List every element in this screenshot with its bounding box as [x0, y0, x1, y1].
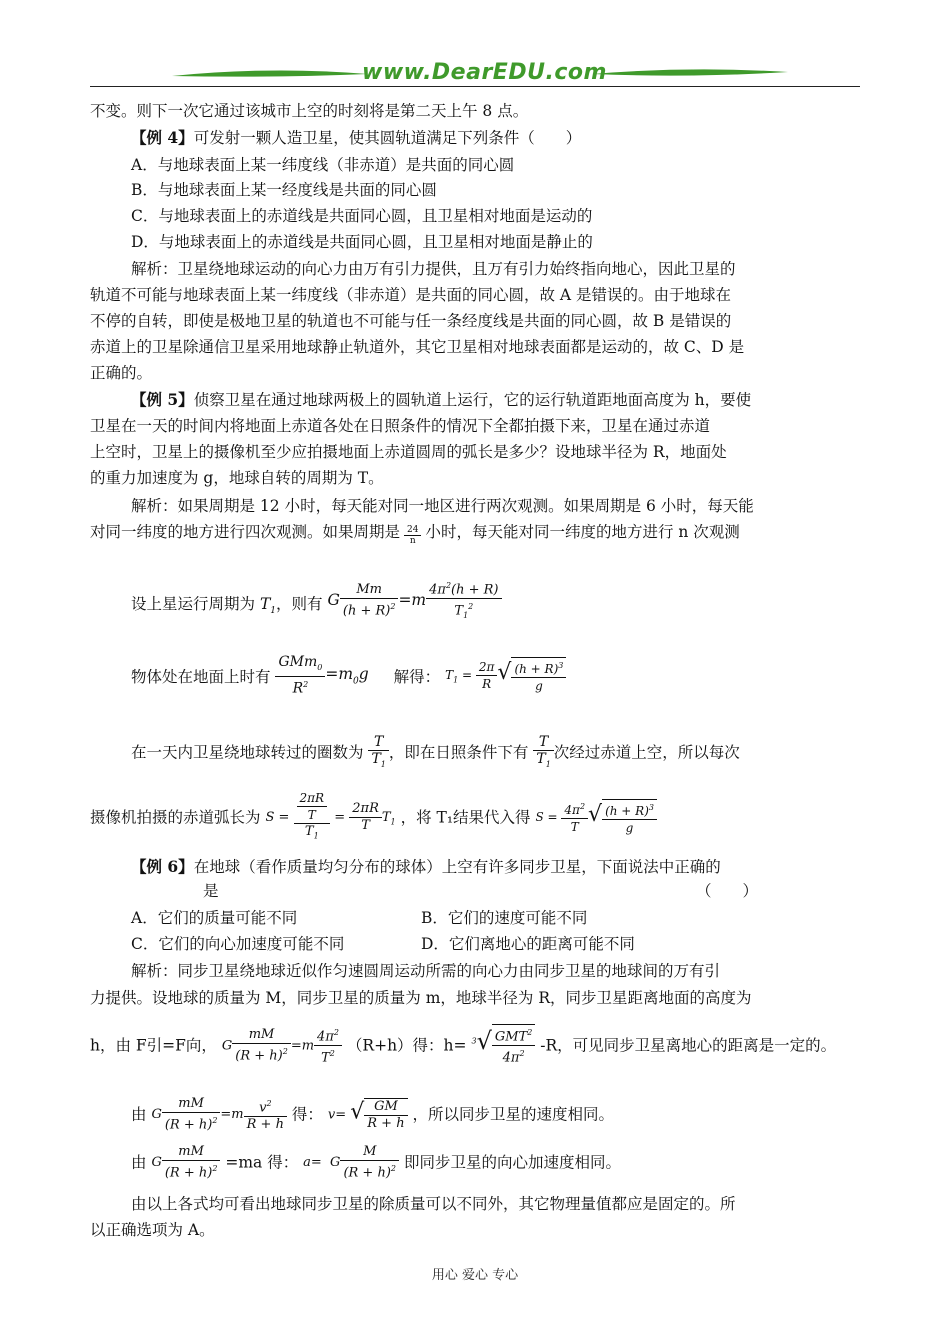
analysis-line: 解析：卫星绕地球运动的向心力由万有引力提供，且万有引力始终指向地心，因此卫星的	[131, 260, 736, 278]
fraction-t-over-t1: $\frac{T}{T_1}$	[533, 734, 553, 773]
analysis-line: 以正确选项为 A。	[90, 1221, 215, 1239]
example-4-question	[131, 127, 862, 149]
site-brand[interactable]: www.DearEDU.com	[362, 60, 607, 85]
formula-arc-length: S = $\frac{\frac{2\pi R}{T}}{T_1}$ = $\frac{2\pi R}{T}$ $T_1$	[265, 791, 396, 841]
analysis-text: h，由 F引=F向，	[90, 1036, 217, 1055]
analysis-text: ，将 T₁结果代入得	[400, 808, 531, 827]
question-text: 侦察卫星在通过地球两极上的圆轨道上运行，它的运行轨道距地面高度为 h，要使	[193, 391, 752, 409]
formula-line	[131, 581, 862, 636]
formula-line	[131, 734, 862, 774]
formula-velocity-result: v= √ $\frac{GM}{R + h}$	[328, 1098, 408, 1132]
page-footer: 用心 爱心 专心	[431, 1268, 519, 1283]
analysis-text: ，即在日照条件下有	[388, 743, 529, 762]
analysis-text: 摄像机拍摄的赤道弧长为	[90, 808, 261, 827]
symbol-t1: $T_1$	[259, 595, 277, 617]
question-text: 在地球（看作质量均匀分布的球体）上空有许多同步卫星，下面说法中正确的	[193, 858, 721, 876]
formula-line	[90, 1024, 862, 1072]
analysis-text: 得：	[291, 1105, 323, 1124]
formula-arc-result: S = $\frac{4\pi^2}{T}$ √ $\frac{(h + R)^3}{g}$	[536, 799, 657, 836]
option-b: B．它们的速度可能不同	[421, 909, 588, 927]
analysis-line: 正确的。	[90, 364, 153, 382]
option-d: D．与地球表面上的赤道线是共面同心圆，且卫星相对地面是静止的	[131, 233, 593, 251]
option-b: B．与地球表面上某一经度线是共面的同心圆	[131, 181, 437, 199]
formula-velocity: G $\frac{mM}{(R + h)^2}$ =m $\frac{v^2}{R + h}$	[151, 1096, 287, 1133]
analysis-line: 解析：如果周期是 12 小时，每天能对同一地区进行两次观测。如果周期是 6 小时，每天能	[131, 497, 754, 515]
analysis-text: 对同一纬度的地方进行四次观测。如果周期是	[90, 523, 401, 541]
analysis-text: 由	[131, 1153, 147, 1172]
green-swoosh-right-icon	[590, 68, 790, 80]
question-text: 可发射一颗人造卫星，使其圆轨道满足下列条件（ ）	[193, 129, 582, 147]
formula-height-result: $^3$√ $\frac{GMT^2}{4\pi^2}$	[471, 1024, 535, 1067]
analysis-text: =ma 得：	[225, 1153, 299, 1172]
analysis-text: （R+h）得：h=	[346, 1036, 467, 1055]
option-a: A．与地球表面上某一纬度线（非赤道）是共面的同心圆	[131, 156, 515, 174]
analysis-text: 在一天内卫星绕地球转过的圈数为	[131, 743, 364, 762]
analysis-line: 力提供。设地球的质量为 M，同步卫星的质量为 m，地球半径为 R，同步卫星距离地面的高度为	[90, 989, 752, 1007]
question-line: 卫星在一天的时间内将地面上赤道各处在日照条件的情况下全都拍摄下来，卫星在通过赤道	[90, 417, 711, 435]
analysis-text: 次经过赤道上空，所以每次	[553, 743, 740, 762]
paragraph-line: 不变。则下一次它通过该城市上空的时刻将是第二天上午 8 点。	[90, 102, 529, 120]
formula-sync-orbit: G $\frac{mM}{(R + h)^2}$ =m $\frac{4\pi^2}{T^2}$	[222, 1025, 342, 1067]
analysis-line: 赤道上的卫星除通信卫星采用地球静止轨道外，其它卫星相对地球表面都是运动的，故 C、D 是	[90, 338, 745, 356]
formula-line	[131, 654, 862, 710]
header-rule	[90, 86, 860, 87]
analysis-line: 轨道不可能与地球表面上某一纬度线（非赤道）是共面的同心圆，故 A 是错误的。由于地球在	[90, 286, 732, 304]
example-label: 【例 4】	[131, 128, 194, 147]
question-text: 是	[203, 882, 219, 900]
formula-gravity-equation: G $\frac{Mm}{(h + R)^2}$ =m $\frac{4\pi^2(h + R)}{T_1^2}$	[327, 578, 501, 624]
example-label: 【例 5】	[131, 390, 194, 409]
analysis-text: 小时，每天能对同一纬度的地方进行 n 次观测	[425, 523, 740, 541]
example-6-question	[131, 856, 862, 878]
formula-line	[90, 790, 862, 846]
option-c: C．与地球表面上的赤道线是共面同心圆，且卫星相对地面是运动的	[131, 207, 593, 225]
analysis-text: 即同步卫星的向心加速度相同。	[403, 1153, 621, 1172]
formula-t1-result: $T_1$ = $\frac{2\pi}{R}$ √ $\frac{(h + R)^3}{g}$	[445, 657, 566, 694]
analysis-line: 由以上各式均可看出地球同步卫星的除质量可以不同外，其它物理量值都应是固定的。所	[131, 1195, 736, 1213]
fraction-t-over-t1: $\frac{T}{T_1}$	[368, 734, 388, 773]
green-swoosh-left-icon	[170, 68, 370, 80]
analysis-text: 设上星运行周期为	[131, 595, 256, 614]
analysis-text: 物体处在地面上时有	[131, 668, 271, 687]
formula-line	[131, 1144, 862, 1188]
answer-blank: （ ）	[696, 882, 759, 900]
example-label: 【例 6】	[131, 857, 194, 876]
analysis-text: ，则有	[276, 595, 323, 614]
analysis-text: 解得：	[393, 668, 441, 687]
option-d: D．它们离地心的距离可能不同	[421, 935, 635, 953]
formula-acceleration: G $\frac{mM}{(R + h)^2}$	[151, 1144, 220, 1181]
analysis-text: 由	[131, 1105, 147, 1124]
formula-acceleration-result: a= G $\frac{M}{(R + h)^2}$	[303, 1144, 399, 1181]
analysis-line	[90, 521, 862, 546]
question-line: 上空时，卫星上的摄像机至少应拍摄地面上赤道圆周的弧长是多少？设地球半径为 R，地面处	[90, 443, 727, 461]
option-c: C．它们的向心加速度可能不同	[131, 935, 345, 953]
formula-line	[131, 1096, 862, 1142]
question-line: 的重力加速度为 g，地球自转的周期为 T。	[90, 469, 384, 487]
fraction-24-over-n: $\frac{24}{n}$	[404, 525, 421, 546]
example-5-question	[131, 389, 862, 411]
analysis-text: -R，可见同步卫星离地心的距离是一定的。	[540, 1036, 837, 1055]
formula-surface-gravity: $\frac{GMm_0}{R^2}$ $=m_0g$	[275, 654, 368, 696]
option-a: A．它们的质量可能不同	[131, 909, 298, 927]
analysis-line: 解析：同步卫星绕地球近似作匀速圆周运动所需的向心力由同步卫星的地球间的万有引	[131, 962, 721, 980]
analysis-text: ，所以同步卫星的速度相同。	[412, 1105, 615, 1124]
analysis-line: 不停的自转，即使是极地卫星的轨道也不可能与任一条经度线是共面的同心圆，故 B 是错误的	[90, 312, 732, 330]
